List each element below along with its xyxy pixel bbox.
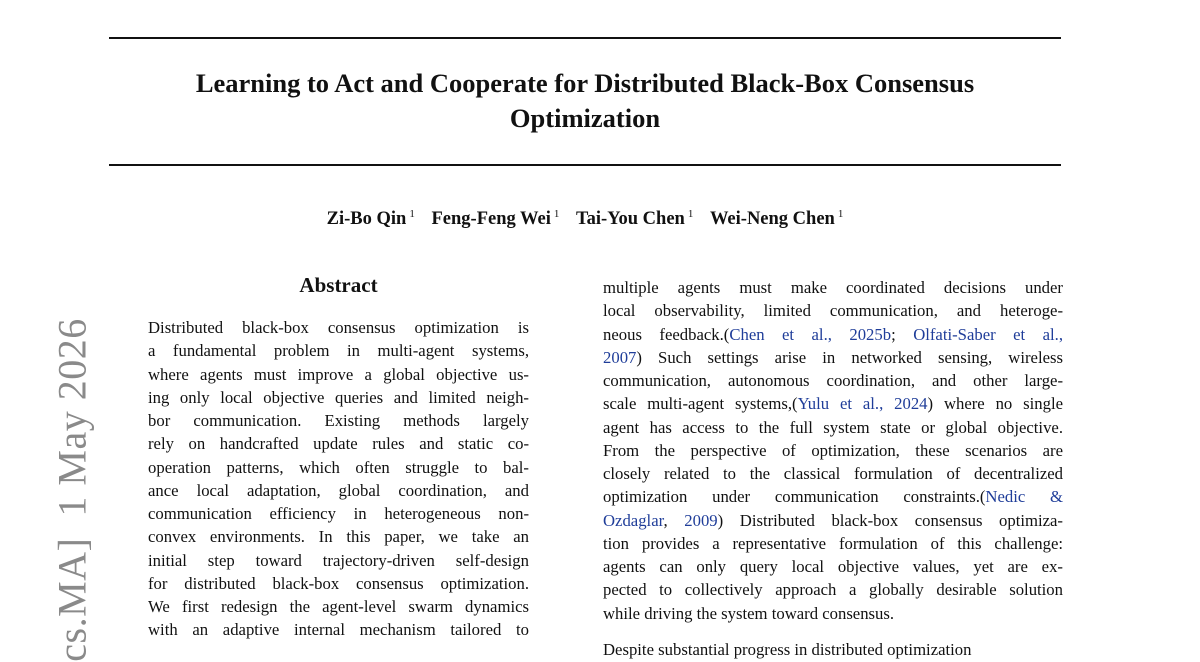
abstract-line: rely on handcrafted update rules and static co- [148, 434, 529, 454]
intro-line: tion provides a representative formulation of this challenge: [603, 533, 1063, 553]
affiliation-mark: 1 [553, 208, 560, 220]
title-rule-bottom [109, 164, 1061, 166]
affiliation-mark: 1 [837, 208, 844, 220]
intro-line: agent has access to the full system state or global objective. [603, 417, 1063, 437]
citation-link[interactable]: Nedic & [985, 487, 1063, 507]
citation-link[interactable]: Ozdaglar [603, 510, 664, 530]
citation-link[interactable]: 2007 [603, 347, 637, 367]
introduction-text [603, 276, 1063, 625]
intro-line: while driving the system toward consensus. [603, 603, 895, 623]
abstract-line: convex environments. In this paper, we take an [148, 527, 529, 547]
author-name: Feng-Feng Wei [431, 209, 551, 229]
abstract-line: Distributed black-box consensus optimization is [148, 318, 529, 337]
author-name: Tai-You Chen [576, 209, 685, 229]
citation-link[interactable]: Olfati-Saber et al., [913, 324, 1064, 344]
intro-line: From the perspective of optimization, these scenarios are [603, 440, 1063, 460]
abstract-line: ance local adaptation, global coordination, and [148, 480, 529, 500]
abstract-line: operation patterns, which often struggle to bal- [148, 457, 529, 477]
abstract-line: with an adaptive internal mechanism tailored to [148, 620, 529, 640]
abstract-heading: Abstract [299, 273, 378, 297]
intro-line: agents can only query local objective values, yet are ex- [603, 557, 1063, 576]
next-paragraph-start: Despite substantial progress in distributed optimization [603, 640, 972, 659]
title-line: Learning to Act and Cooperate for Distributed Black-Box Consensus [195, 68, 975, 98]
abstract-line: a fundamental problem in multi-agent systems, [148, 341, 529, 361]
title-line: Optimization [509, 103, 661, 133]
citation-link[interactable]: 2009 [684, 510, 718, 530]
abstract-body [148, 316, 529, 642]
abstract-line: bor communication. Existing methods largely [148, 411, 529, 430]
author-name: Zi-Bo Qin [326, 209, 407, 229]
abstract-line: ing only local objective queries and limited neigh- [148, 387, 529, 407]
abstract-line: communication efficiency in heterogeneous non- [148, 504, 529, 523]
author [327, 209, 415, 229]
abstract-line: where agents must improve a global objective us- [148, 364, 529, 384]
title-rule-top [109, 37, 1061, 39]
intro-line: multiple agents must make coordinated decisions under [603, 278, 1063, 297]
intro-line: optimization under communication constraints.(Nedic & [603, 487, 1063, 507]
paper-title [109, 66, 1061, 136]
author-list [109, 208, 1061, 230]
intro-line: closely related to the classical formulation of decentralized [603, 464, 1063, 483]
author [710, 209, 843, 229]
author [576, 209, 693, 229]
citation-link[interactable]: Chen et al., 2025b [729, 324, 892, 344]
intro-line: 2007) Such settings arise in networked sensing, wireless [603, 347, 1063, 367]
author [431, 209, 559, 229]
abstract-line: for distributed black-box consensus optimization. [148, 573, 529, 593]
intro-line: communication, autonomous coordination, and other large- [603, 371, 1063, 390]
abstract-line: initial step toward trajectory-driven self-design [148, 550, 529, 570]
intro-line: local observability, limited communication, and heteroge- [603, 301, 1063, 321]
affiliation-mark: 1 [409, 208, 415, 220]
intro-line: scale multi-agent systems,(Yulu et al., 2024) where no single [603, 394, 1063, 414]
affiliation-mark: 1 [687, 208, 694, 220]
abstract-line: We first redesign the agent-level swarm dynamics [148, 597, 529, 616]
arxiv-stamp: cs.MA] 1 May 2026 [49, 318, 95, 662]
intro-line: neous feedback.(Chen et al., 2025b; Olfati-Saber et al., [603, 324, 1064, 344]
author-name: Wei-Neng Chen [709, 209, 835, 229]
intro-line: Ozdaglar, 2009) Distributed black-box consensus optimiza- [603, 510, 1063, 530]
intro-line: pected to collectively approach a globally desirable solution [603, 580, 1063, 600]
citation-link[interactable]: Yulu et al., 2024 [797, 394, 928, 414]
